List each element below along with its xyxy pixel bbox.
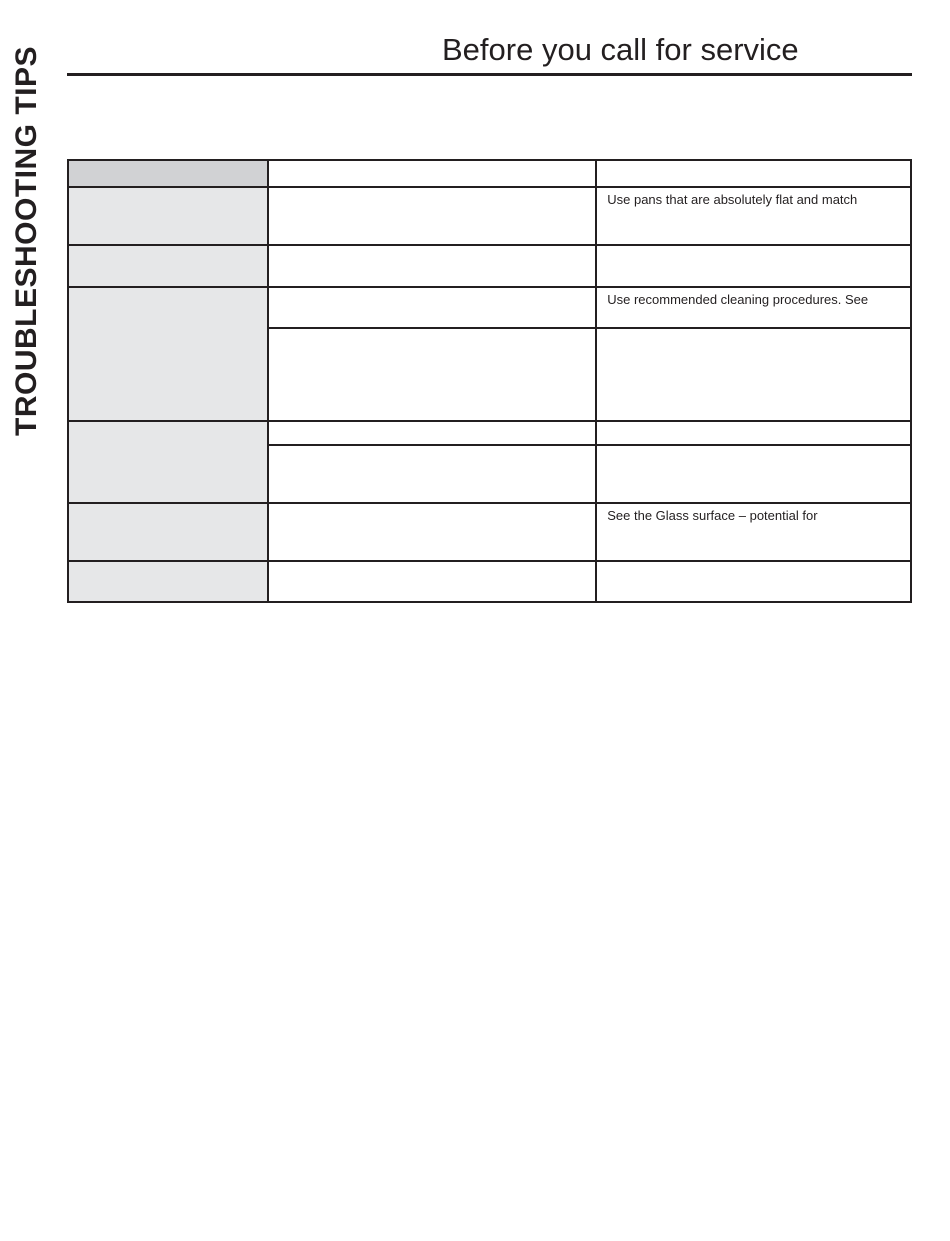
- troubleshooting-table: [67, 159, 912, 603]
- remedy-text: Use recommended cleaning procedures. See: [607, 292, 869, 307]
- section-side-title: TROUBLESHOOTING TIPS: [10, 45, 43, 437]
- cause-cell: [268, 445, 596, 503]
- title-divider: [67, 73, 912, 76]
- table-row: [68, 287, 911, 328]
- remedy-cell: [596, 445, 911, 503]
- table-row: [68, 503, 911, 561]
- remedy-cell: [596, 287, 911, 328]
- remedy-cell: [596, 421, 911, 445]
- header-remedy-cell: [596, 160, 911, 187]
- problem-cell: [68, 287, 268, 421]
- header-cause-cell: [268, 160, 596, 187]
- cause-cell: [268, 421, 596, 445]
- cause-cell: [268, 561, 596, 602]
- remedy-cell: [596, 328, 911, 421]
- remedy-cell: [596, 187, 911, 245]
- table-row: [68, 187, 911, 245]
- problem-cell: [68, 561, 268, 602]
- problem-cell: [68, 245, 268, 287]
- table-row: [68, 245, 911, 287]
- remedy-text: Use pans that are absolutely flat and match: [607, 192, 858, 207]
- cause-cell: [268, 328, 596, 421]
- page-title: Before you call for service: [442, 32, 799, 67]
- problem-cell: [68, 421, 268, 503]
- table-row: [68, 561, 911, 602]
- remedy-cell: [596, 245, 911, 287]
- table-header-row: [68, 160, 911, 187]
- remedy-cell: [596, 561, 911, 602]
- problem-cell: [68, 187, 268, 245]
- remedy-cell: [596, 503, 911, 561]
- remedy-text: See the Glass surface – potential for: [607, 508, 818, 523]
- cause-cell: [268, 503, 596, 561]
- table-row: [68, 421, 911, 445]
- header-problem-cell: [68, 160, 268, 187]
- cause-cell: [268, 245, 596, 287]
- cause-cell: [268, 187, 596, 245]
- cause-cell: [268, 287, 596, 328]
- problem-cell: [68, 503, 268, 561]
